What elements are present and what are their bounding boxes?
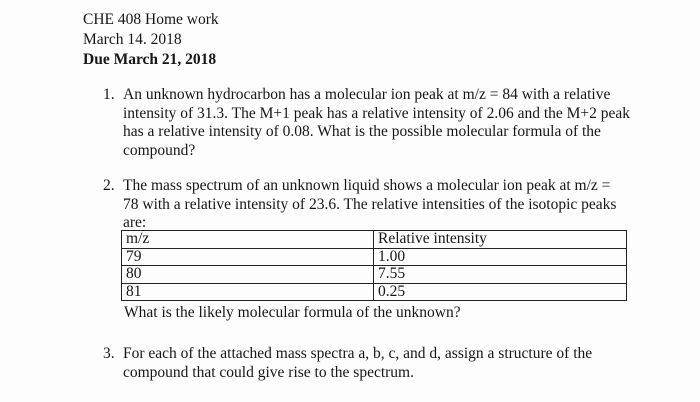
table-row: [122, 283, 627, 301]
question-text: An unknown hydrocarbon has a molecular ion peak at m/z = 84 with a relative intensity of 31.3. The M+1 peak has a relative intensity of 2.06 and the M+2 peak has a relative intensity of 0.08. What is the possible molecular formula of the compound?: [123, 86, 631, 159]
question-text: For each of the attached mass spectra a, b, c, and d, assign a structure of the compound that could give rise to the spectrum.: [123, 345, 593, 381]
assignment-date: March 14. 2018: [83, 31, 182, 48]
question-number: 3.: [103, 345, 115, 362]
column-header-mz: m/z: [122, 231, 374, 249]
table-cell: 81: [122, 283, 374, 301]
table-cell: 1.00: [374, 248, 627, 266]
table-cell: 7.55: [374, 266, 627, 284]
table-row: [122, 248, 627, 266]
due-date: Due March 21, 2018: [83, 51, 217, 68]
isotope-peaks-table: [121, 230, 627, 301]
table-cell: 79: [122, 248, 374, 266]
question-2-followup: What is the likely molecular formula of the unknown?: [124, 304, 461, 321]
question-number: 2.: [103, 177, 115, 194]
question-text: The mass spectrum of an unknown liquid shows a molecular ion peak at m/z = 78 with a relative intensity of 23.6. The relative intensities of the isotopic peaks are:: [123, 177, 617, 231]
question-number: 1.: [103, 86, 115, 103]
column-header-relative-intensity: Relative intensity: [374, 231, 627, 249]
course-title: CHE 408 Home work: [83, 11, 219, 28]
table-cell: 80: [122, 266, 374, 284]
document-header: [83, 10, 219, 70]
table-header-row: [122, 231, 627, 249]
table-row: [122, 266, 627, 284]
table-cell: 0.25: [374, 283, 627, 301]
